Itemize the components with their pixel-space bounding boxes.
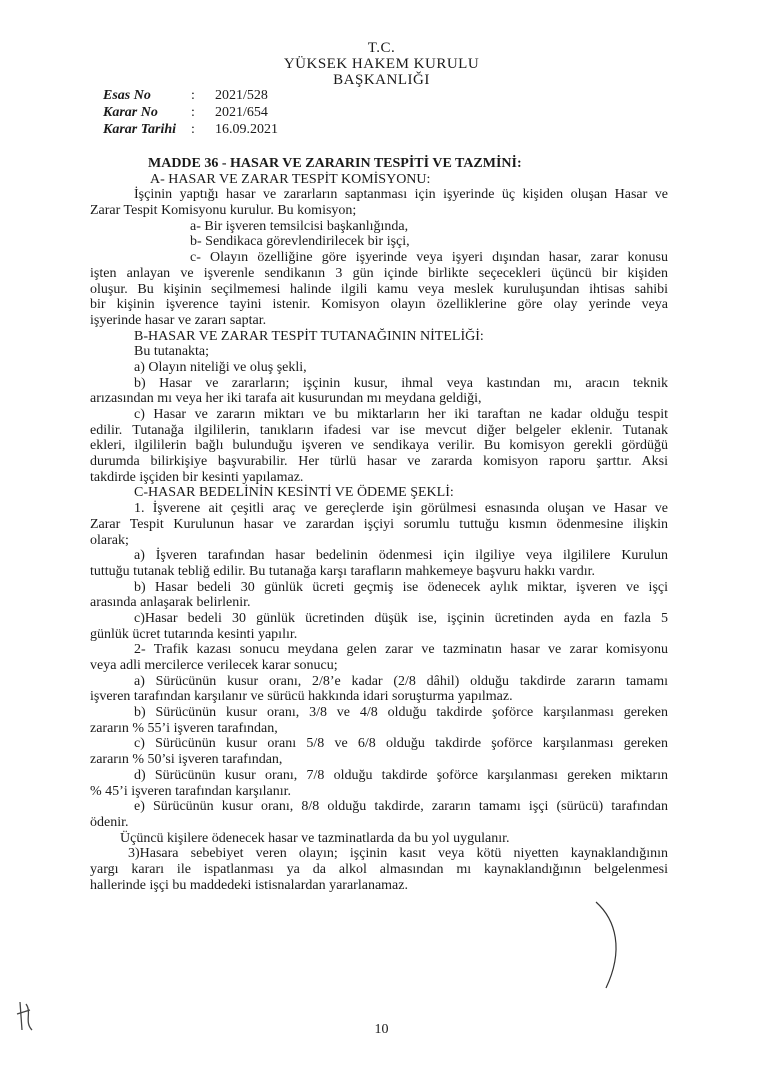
meta-row-karar <box>103 104 278 121</box>
list-item: c)Hasar bedeli 30 günlük ücretinden düşük ise, işçinin ücretinden ayda en fazla 5 <box>134 610 668 626</box>
paragraph-line: 3)Hasara sebebiyet veren olayın; işçinin kasıt veya kötü niyetten kaynaklandığının <box>128 846 668 862</box>
paragraph-line: takdirde işçiden bir kesinti yapılamaz. <box>90 469 304 485</box>
meta-row-esas <box>103 87 278 104</box>
paragraph-line: İşçinin yaptığı hasar ve zararların saptanması için işyerinde üç kişiden oluşan Hasar ve <box>134 187 668 203</box>
article-title: MADDE 36 - HASAR VE ZARARIN TESPİTİ VE TAZMİNİ: <box>148 156 522 171</box>
meta-row-date <box>103 121 278 138</box>
paragraph-line: ekleri, ilgililerin bağlı bulunduğu işveren ve sendikaya verilir. Bu komisyon gerekli gördüğü <box>90 438 668 454</box>
list-item: a) İşveren tarafından hasar bedelinin ödenmesi için ilgiliye veya ilgililere Kurulun <box>134 548 668 564</box>
list-item: d) Sürücünün kusur oranı, 7/8 olduğu takdirde şoförce karşılanması gereken miktarın <box>134 767 668 783</box>
section-heading-a: A- HASAR VE ZARAR TESPİT KOMİSYONU: <box>150 171 431 187</box>
paragraph-line: 1. İşverene ait çeşitli araç ve gereçlerde işin görülmesi esnasında oluşan ve Hasar ve <box>134 501 668 517</box>
paragraph-line: Zarar Tespit Komisyonu kurulur. Bu komisyon; <box>90 203 357 219</box>
paragraph-line: Zarar Tespit Kurulunun hasar ve zarardan işçiyi sorumlu tuttuğu kısmın ödenmesine ilişkin <box>90 516 668 532</box>
list-item: b) Sürücünün kusur oranı, 3/8 ve 4/8 olduğu takdirde şoförce karşılanması gereken <box>134 705 668 721</box>
list-item: a) Olayın niteliği ve oluş şekli, <box>134 359 307 375</box>
meta-colon: : <box>191 122 195 137</box>
paragraph-line: bir kişinin işverence tayini istenir. Komisyon olayın özelliklerine göre olay yerinde veya <box>90 297 668 313</box>
paragraph-line: işveren tarafından karşılanır ve sürücü hakkında idari soruşturma yapılmaz. <box>90 689 513 705</box>
meta-value: 2021/528 <box>215 88 268 103</box>
list-item: a- Bir işveren temsilcisi başkanlığında, <box>190 218 409 234</box>
document-header <box>0 40 763 88</box>
paragraph-line: 2- Trafik kazası sonucu meydana gelen zarar ve tazminatın hasar ve zarar komisyonu <box>134 642 668 658</box>
list-item: c) Hasar ve zararın miktarı ve bu miktarların her iki taraftan ne kadar olduğu tespit <box>134 407 668 422</box>
section-heading-c: C-HASAR BEDELİNİN KESİNTİ VE ÖDEME ŞEKLİ: <box>134 485 454 501</box>
paragraph-line: işten anlayan ve işverenle sendikanın 3 gün içinde birlikte seçecekleri üçüncü bir kişiden <box>90 265 668 281</box>
list-item: b- Sendikaca görevlendirilecek bir işçi, <box>190 234 410 250</box>
paragraph-line: Bu tutanakta; <box>134 344 210 360</box>
list-item: e) Sürücünün kusur oranı, 8/8 olduğu takdirde, zararın tamamı işçi (sürücü) tarafından <box>134 799 668 815</box>
paragraph-line: veya adli mercilerce verilecek karar sonucu; <box>90 658 338 673</box>
meta-colon: : <box>191 105 195 120</box>
list-item: b) Hasar bedeli 30 günlük ücreti geçmiş ise ödenecek aylık miktar, işveren ve işçi <box>134 579 668 595</box>
paragraph-line: edilir. Tutanağa ilgililerin, tanıkların ifadesi var ise mevcut diğer belgeler eklenir. Tutanak <box>90 422 668 438</box>
paragraph-line: ödenir. <box>90 814 129 830</box>
paragraph-line: arasında anlaşarak belirlenir. <box>90 595 251 611</box>
meta-colon: : <box>191 88 195 103</box>
meta-key: Karar Tarihi <box>103 122 177 137</box>
paragraph-line: % 45’i işveren tarafından karşılanır. <box>90 783 291 799</box>
meta-key: Karar No <box>103 105 158 120</box>
header-line-tc: T.C. <box>367 40 396 56</box>
paragraph-line: oluşur. Bu kişinin seçilmemesi halinde ilgili kamu veya meslek kuruluşundan ihtisas sahibi <box>90 281 668 297</box>
paragraph-line: Üçüncü kişilere ödenecek hasar ve tazminatlarda da bu yol uygulanır. <box>120 830 510 846</box>
list-item: b) Hasar ve zararların; işçinin kusur, ihmal veya kastından mı, aracın teknik <box>134 375 668 391</box>
list-item: c- Olayın özelliğine göre işyerinde veya işyeri dışından hasar, zarar konusu <box>190 250 668 266</box>
meta-value: 16.09.2021 <box>215 122 278 137</box>
header-line-presidency: BAŞKANLIĞI <box>333 72 430 88</box>
paragraph-line: arızasından mı veya her iki tarafa ait kusurundan mı meydana geldiği, <box>90 391 482 407</box>
paragraph-line: yargı kararı ile ispatlanması ya da alkol almasından mı kaynaklandığının belgelenmesi <box>90 861 668 877</box>
page-number: 10 <box>374 1022 389 1037</box>
paragraph-line: olarak; <box>90 532 129 548</box>
paragraph-line: zararın % 50’si işveren tarafından, <box>90 752 283 768</box>
paragraph-line: tuttuğu tutanak tebliğ edilir. Bu tutanağa karşı tarafların mahkemeye başvuru hakkı vardır. <box>90 563 596 579</box>
paragraph-line: hallerinde işçi bu maddedeki istisnalardan yararlanamaz. <box>90 877 408 893</box>
meta-value: 2021/654 <box>215 105 268 120</box>
meta-key: Esas No <box>103 88 151 103</box>
article-body <box>90 156 668 893</box>
case-meta <box>103 87 278 138</box>
paragraph-line: günlük ücret tutarında kesinti yapılır. <box>90 626 298 642</box>
list-item: a) Sürücünün kusur oranı, 2/8’e kadar (2/8 dâhil) olduğu takdirde zararın tamamı <box>134 673 668 689</box>
header-line-institution: YÜKSEK HAKEM KURULU <box>283 56 480 72</box>
paragraph-line: işyerinde hasar ve zararı saptar. <box>90 312 267 328</box>
paragraph-line: zararın % 55’i işveren tarafından, <box>90 720 278 736</box>
paragraph-line: durumda bilirkişiye başvurabilir. Her türlü hasar ve zararda komisyon raporu şarttır. Aksi <box>90 454 668 470</box>
section-heading-b: B-HASAR VE ZARAR TESPİT TUTANAĞININ NİTELİĞİ: <box>134 328 484 344</box>
pen-annotation-mark <box>586 900 636 990</box>
list-item: c) Sürücünün kusur oranı 5/8 ve 6/8 olduğu takdirde şoförce karşılanması gereken <box>134 736 668 752</box>
